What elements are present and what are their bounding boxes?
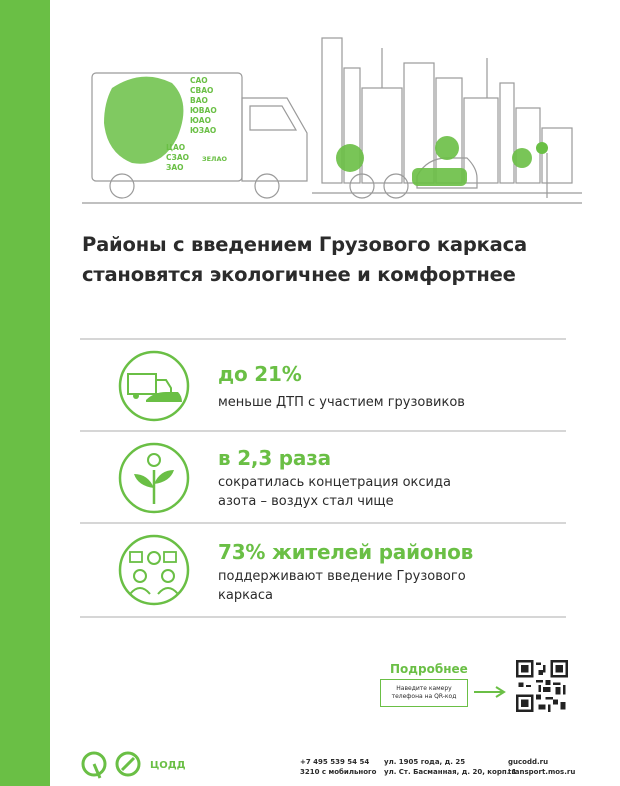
footer-phones [300, 757, 377, 777]
district-label: ВАО [190, 96, 208, 105]
truck-car-icon [116, 348, 192, 424]
divider [80, 616, 566, 618]
stat-desc: сократилась концетрация оксида [218, 475, 451, 490]
stat-row-residents [80, 522, 566, 618]
district-label: ЗАО [166, 163, 184, 172]
city-truck-illustration [82, 8, 582, 214]
hero-illustration [82, 8, 582, 214]
green-side-bar [0, 0, 50, 786]
district-label-extra: ЗЕЛАО [202, 155, 228, 163]
district-list [190, 76, 217, 136]
footer-link[interactable]: transport.mos.ru [508, 768, 576, 776]
footer-addresses [384, 757, 517, 777]
district-list-left [166, 143, 189, 173]
footer-sites [508, 757, 575, 777]
qr-hint-line-1: Наведите камеру [396, 685, 452, 692]
brand-name: ЦОДД [150, 760, 186, 771]
stat-value: в 2,3 раза [218, 446, 331, 470]
stat-row-accidents [80, 338, 566, 432]
headline [82, 230, 582, 290]
footer-address: ул. 1905 года, д. 25 [384, 758, 466, 766]
footer-phone-mobile: 3210 с мобильного [300, 768, 377, 776]
stat-value: 73% жителей районов [218, 540, 474, 564]
footer-link[interactable]: gucodd.ru [508, 758, 549, 766]
district-label: ЮЗАО [190, 126, 217, 135]
headline-line-2: становятся экологичнее и комфортнее [82, 263, 516, 286]
qr-hint-line-2: телефона на QR-код [391, 693, 457, 700]
stat-desc-2: азота – воздух стал чище [218, 494, 394, 509]
qr-hint-box [380, 679, 468, 707]
district-label: СВАО [190, 86, 214, 95]
stat-desc-2: каркаса [218, 588, 274, 603]
district-label: САО [190, 76, 208, 85]
qr-code-icon[interactable] [516, 660, 568, 712]
arrow-right-icon [474, 686, 506, 698]
stat-desc: поддерживают введение Грузового [218, 569, 466, 584]
stat-row-air [80, 430, 566, 524]
district-label: СЗАО [166, 153, 190, 162]
sprout-sun-icon [116, 440, 192, 516]
stat-value: до 21% [218, 362, 302, 386]
footer-phone[interactable]: +7 495 539 54 54 [300, 758, 370, 766]
residents-icon [116, 532, 192, 608]
district-label: ЮВАО [190, 106, 217, 115]
district-label: ЮАО [190, 116, 211, 125]
more-title: Подробнее [390, 662, 468, 676]
headline-line-1: Районы с введением Грузового каркаса [82, 233, 527, 256]
footer-address: ул. Ст. Басманная, д. 20, корп. 1 [384, 768, 517, 776]
district-label: ЦАО [166, 143, 186, 152]
stat-desc: меньше ДТП с участием грузовиков [218, 395, 465, 410]
